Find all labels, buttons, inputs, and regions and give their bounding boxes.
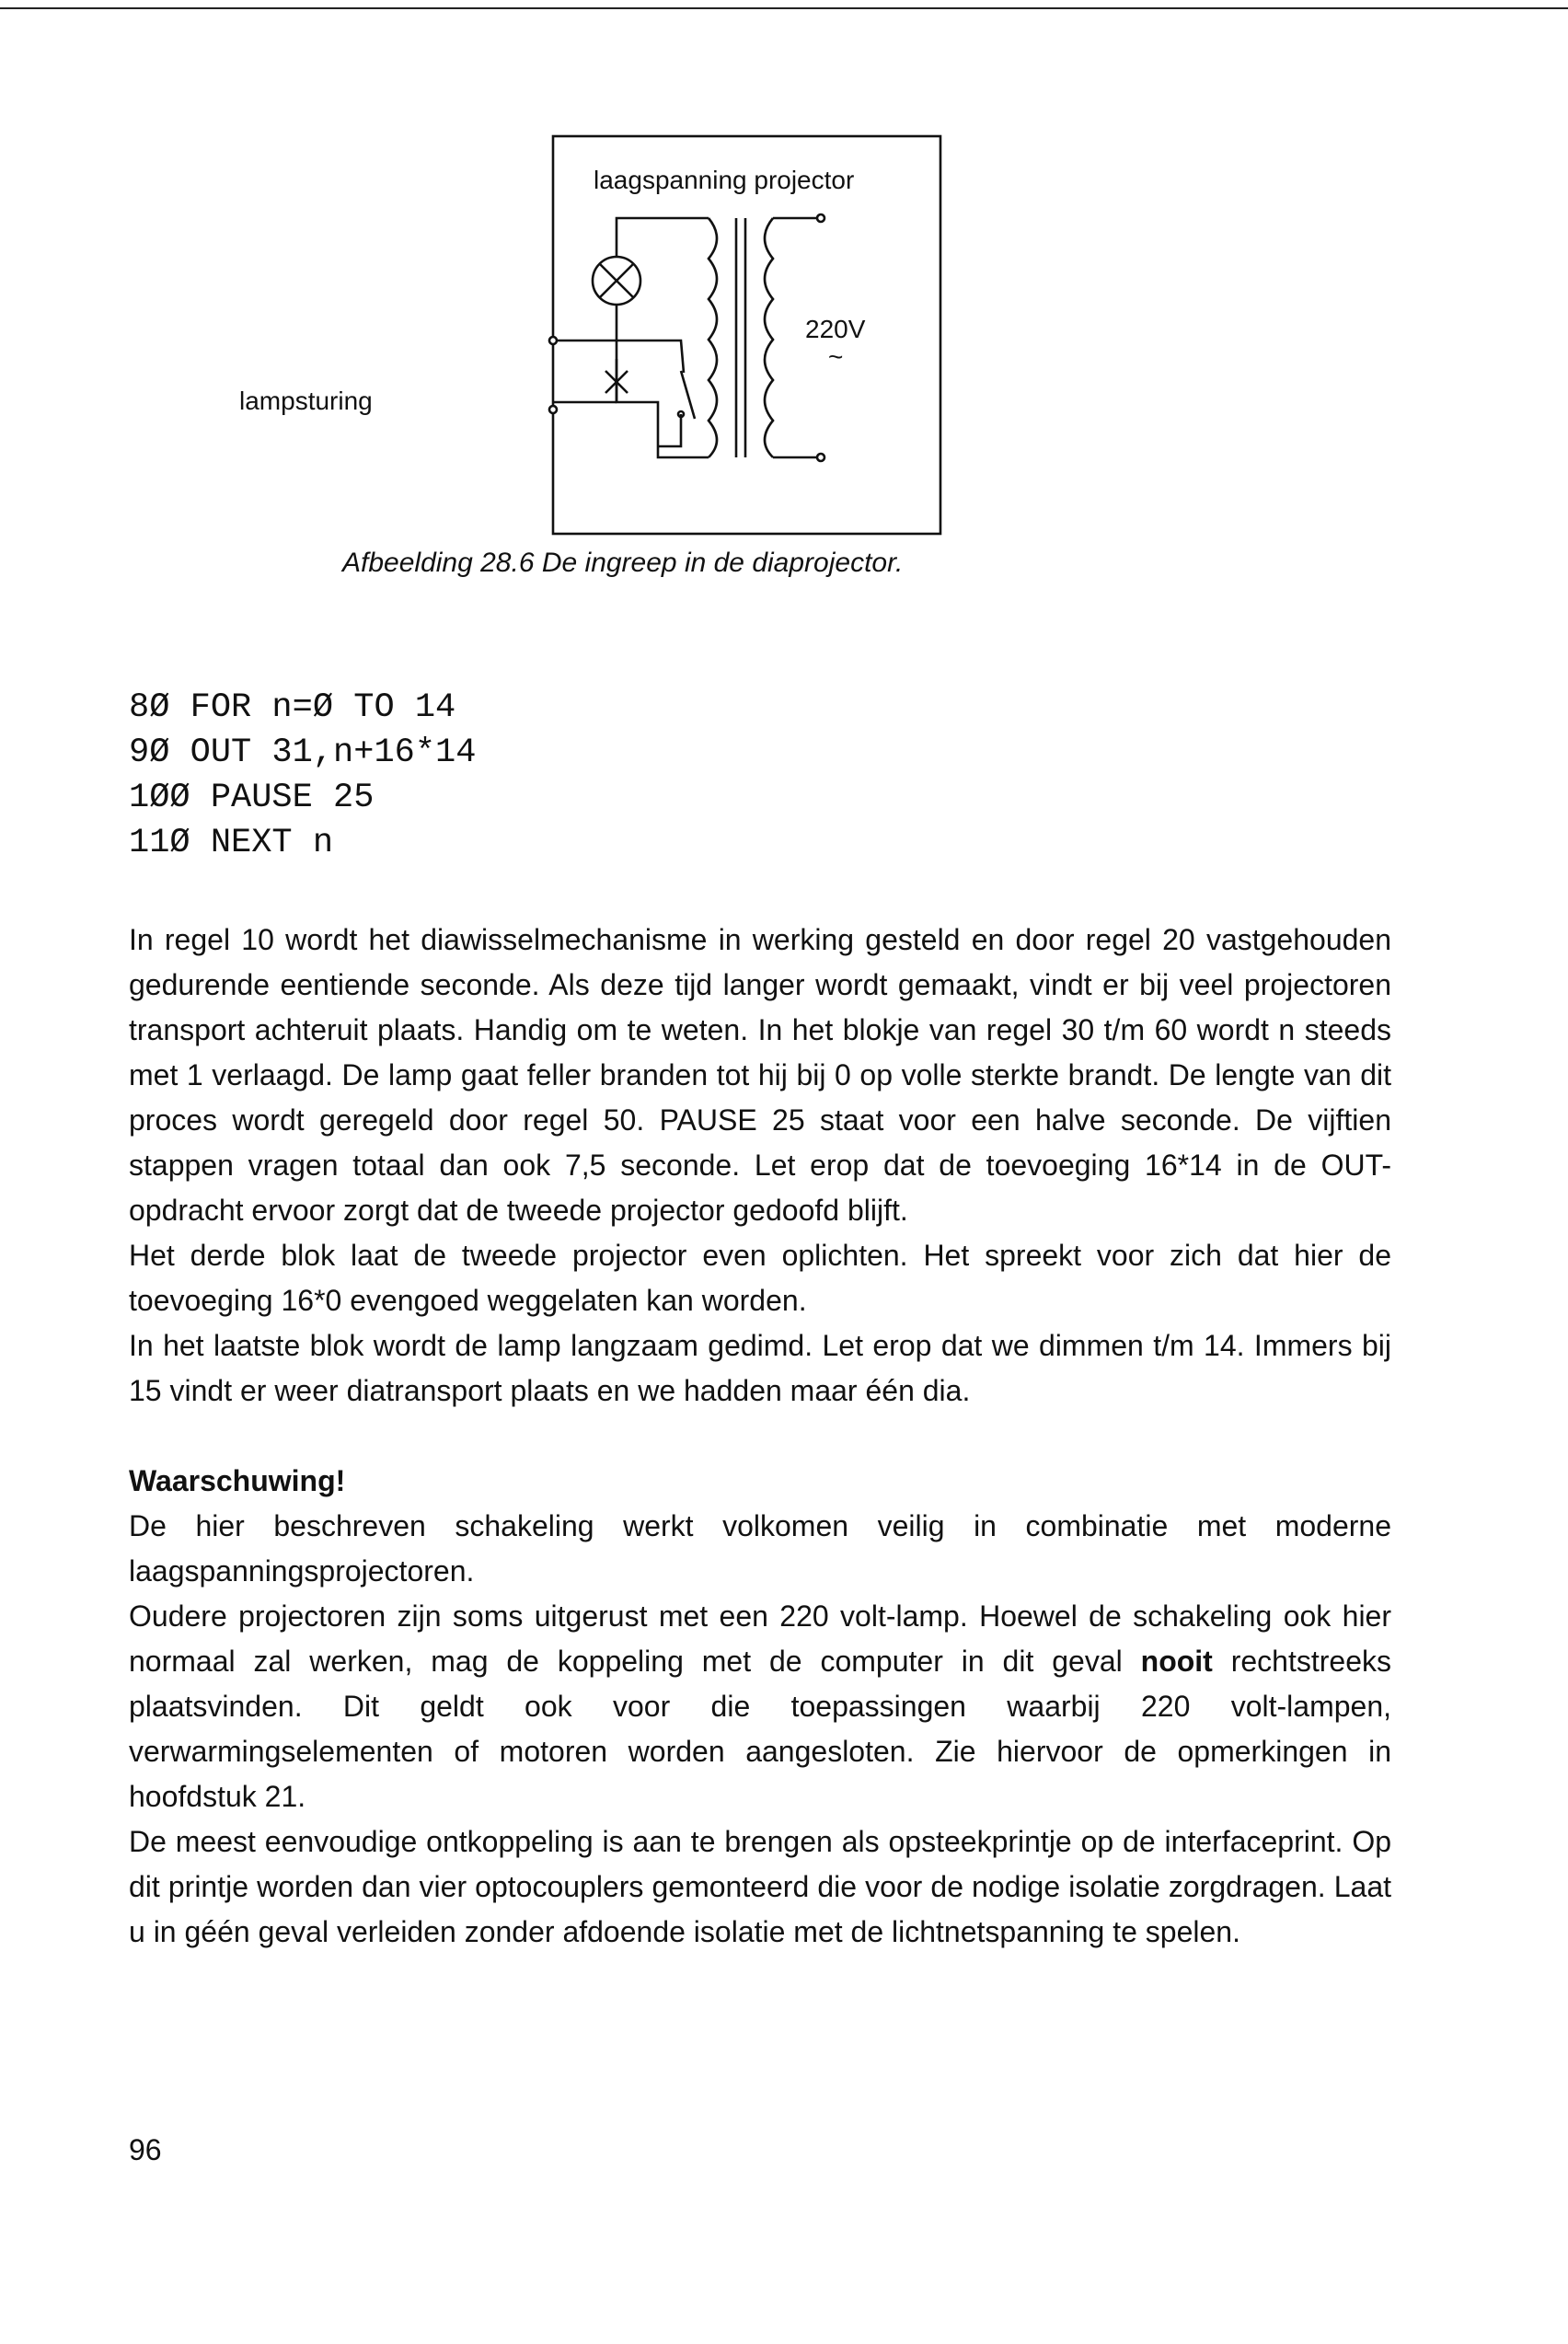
code-line: 11Ø NEXT n bbox=[129, 824, 334, 862]
paragraph bbox=[129, 1594, 1391, 1819]
paragraph: In regel 10 wordt het diawisselmechanisme in werking gesteld en door regel 20 vastgehouden gedurende eentiende seconde. Als deze tijd langer wordt gemaakt, vindt er bij veel projectoren transport achteruit plaats. Handig om te weten. In het blokje van regel 30 t/m 60 wordt n steeds met 1 verlaagd. De lamp gaat feller branden tot hij bij 0 op volle sterkte brandt. De lengte van dit proces wordt geregeld door regel 50. PAUSE 25 staat voor een halve seconde. De vijftien stappen vragen totaal dan ook 7,5 seconde. Let erop dat de toevoeging 16*14 in de OUT-opdracht ervoor zorgt dat de tweede projector gedoofd blijft. bbox=[129, 923, 1391, 1227]
figure-caption: Afbeelding 28.6 De ingreep in de diaprojector. bbox=[342, 548, 904, 578]
spacer bbox=[129, 1414, 1391, 1459]
label-projector: laagspanning projector bbox=[594, 166, 855, 194]
paragraph: De hier beschreven schakeling werkt volkomen veilig in combinatie met moderne laagspanningsprojectoren. bbox=[129, 1509, 1391, 1588]
mains-terminal-bottom bbox=[817, 454, 824, 461]
mains-terminal-top bbox=[817, 214, 824, 222]
primary-coil-icon bbox=[709, 218, 717, 457]
code-line: 8Ø FOR n=Ø TO 14 bbox=[129, 688, 456, 727]
label-ac: ~ bbox=[828, 342, 844, 371]
top-rule bbox=[0, 7, 1568, 9]
primary-wire bbox=[617, 218, 709, 457]
code-line: 1ØØ PAUSE 25 bbox=[129, 779, 375, 817]
code-line: 9Ø OUT 31,n+16*14 bbox=[129, 733, 477, 772]
text-run: rechtstreeks plaatsvinden. Dit geldt ook voor die toepassingen waarbij 220 volt-lampen, verwarmingselementen of motoren worden aangesloten. Zie hiervoor de opmerkingen in hoofdstuk 21. bbox=[129, 1645, 1392, 1813]
circuit-figure bbox=[239, 133, 971, 548]
circuit-diagram bbox=[239, 133, 971, 548]
page-number: 96 bbox=[129, 2133, 162, 2166]
paragraph: De meest eenvoudige ontkoppeling is aan te brengen als opsteekprintje op de interfaceprint. Op dit printje worden dan vier optocouplers gemonteerd die voor de nodige isolatie zorgdragen. Laat u in géén geval verleiden zonder afdoende isolatie met de lichtnetspanning te spelen. bbox=[129, 1825, 1391, 1948]
text-run: Oudere projectoren zijn soms uitgerust met een 220 volt-lamp. Hoewel de schakeling ook hier normaal zal werken, mag de koppeling met de computer in dit geval bbox=[129, 1599, 1391, 1678]
warning-heading-text: Waarschuwing! bbox=[129, 1464, 346, 1497]
lamp-switch-wire bbox=[617, 341, 684, 373]
code-listing bbox=[129, 686, 476, 866]
control-terminal-top bbox=[549, 337, 557, 344]
paragraph: Het derde blok laat de tweede projector even oplichten. Het spreekt voor zich dat hier de toevoeging 16*0 evengoed weggelaten kan worden. bbox=[129, 1239, 1391, 1317]
label-lampsturing: lampsturing bbox=[239, 387, 373, 415]
warning-heading bbox=[129, 1459, 1391, 1504]
diagram-frame bbox=[553, 136, 940, 534]
switch-lead bbox=[658, 414, 681, 446]
control-terminal-bottom bbox=[549, 406, 557, 413]
body-text bbox=[129, 918, 1391, 1955]
bold-text: nooit bbox=[1140, 1645, 1213, 1678]
secondary-coil-icon bbox=[765, 218, 773, 457]
paragraph: In het laatste blok wordt de lamp langzaam gedimd. Let erop dat we dimmen t/m 14. Immers bij 15 vindt er weer diatransport plaats en we hadden maar één dia. bbox=[129, 1329, 1391, 1407]
label-voltage: 220V bbox=[805, 315, 866, 343]
